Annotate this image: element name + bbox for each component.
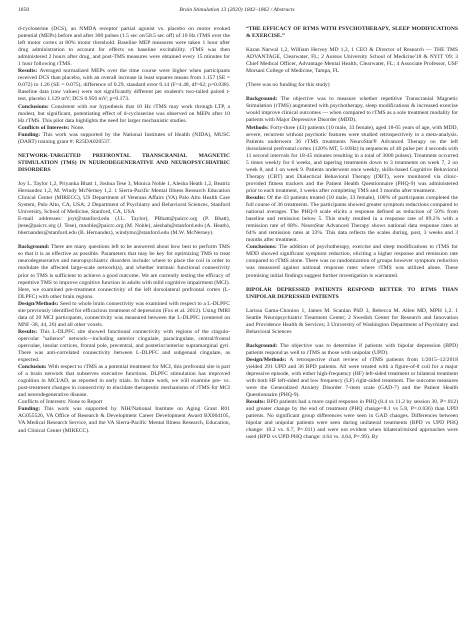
results-text: Averaged normalized MEPs over the time course were higher when participants received DCS than placebo, with an overall increase in least squares means from 1.157 (SE = 0.072) to 1.26 (SE = 0.075), difference of 0.29, standard error 0.14 (F=4.48, df=62; p=0.038). Baseline data (raw values) were not significantly different per student's two-tailed paired t-test, placebo 1.129 mV; DCS 0.956 mV; p=0.173. — [18, 68, 230, 103]
abstract-4-title: BIPOLAR DEPRESSED PATIENTS RESPOND BETTER TO RTMS THAN UNIPOLAR DEPRESSED PATIENTS — [246, 286, 458, 300]
conclusions-label: Conclusions: — [246, 244, 277, 251]
abstract-2-design — [18, 301, 230, 329]
abstract-1-continuation: d-cycloserine (DCS), an NMDA receptor partial agonist vs. placebo on motor evoked potential (MEPs) before and after 300 pulses (1.5 sec on/58.5 sec off) of 10 Hz rTMS over the left motor cortex at 80% motor threshold. Baseline MEP measures were taken 1 hour after drug administration to account for effects on baseline excitability. rTMS was then administered 2 hours after drug, and post-TMS measures were obtained every 15 minutes for 1 hour following rTMS. — [18, 26, 230, 68]
funding-label: Funding: — [18, 131, 41, 138]
results-text: BPD patients had a more rapid response in PHQ (8.4 vs 11.2 by session 30, P=.012) and greater change by the end of treatment (PHQ change=8.1 vs 5.8, P=.0.036) than UPD patients. No significant group differences were seen in GAD changes. Differences between bipolar and unipolar patients were seen during unilateral treatments (BPD vs UPD PHQ change: 10.2 vs. 6.7, P=.011) and were not evident when bilateral/mixed approaches were used (BPD vs UPD PHQ change: 4.64 vs. 4.64, P=.99). By — [246, 399, 458, 441]
abstract-4-design — [246, 357, 458, 399]
abstract-4-authors: Larissa Gama-Chonion 1, James M. Scanlan PhD 3, Rebecca M. Allen MD, MPH 1,2. 1 Seattle Neuropsychiatric Treatment Center; 2 Swedish Center for Research and Innovation and Providence Health & Services; 3 University of Washington Department of Psychiatry and Behavioral Sciences — [246, 307, 458, 335]
abstract-3-title: “THE EFFICACY OF RTMS WITH PSYCHOTHERAPY, SLEEP MODIFICATIONS & EXERCISE.” — [246, 26, 458, 40]
abstract-2-emails: E-mail addresses: joyt@stanford.edu (J.L. Taylor), PBhatt@paicrc.org (P. Bhatt), jtese@paicrc.org (J. Tese), mnoble@paicrc.org (M. Noble), aleshah@stanford.edu (A. Heath), bhernandez@stanford.edu (B. Hernandez), windymc@stanford.edu (M.W. McNerney). — [18, 216, 230, 237]
results-label: Results: — [246, 194, 266, 201]
funding-label: Funding: — [18, 406, 41, 413]
background-label: Background: — [246, 96, 278, 103]
abstract-2-background — [18, 244, 230, 300]
abstract-2-conclusion — [18, 364, 230, 399]
conflicts-text: None. — [69, 124, 85, 131]
abstract-2-title: NETWORK-TARGETED PREFRONTAL TRANSCRANIAL MAGNETIC STIMULATION (TMS) IN NEURODEGENERATIVE AND NEUROPSYCHIATRIC DISORDERS — [18, 152, 230, 173]
conclusions-label: Conclusions: — [18, 103, 49, 110]
abstract-1-conclusions — [18, 104, 230, 125]
results-label: Results: — [18, 68, 38, 75]
background-label: Background: — [18, 244, 50, 251]
conclusion-text: With respect to rTMS as a potential treatment for MCI, this prefrontal site is part of a brain network that subserves executive functions. DLPFC stimulation has improved cognition in MCI/AD, as reported in early trials. In future work, we will examine pre- vs. post-treatment changes in connectivity to elucidate therapeutic mechanisms of rTMS for MCI and neurodegenerative disease. — [18, 364, 230, 399]
funding-text: This work was supported by NIH/National Institute on Aging Grant R01 AG055526, VA Office of Research & Development Career Development Award BX004105, VA Medical Research Service, and the VA Sierra-Pacific Mental Illness Research, Education, and Clinical Center (MIRECC). — [18, 406, 230, 434]
methods-text: Forty-three (43) patients (10 male, 33 female), aged 18-65 years of age, with MDD, severe, recurrent without psychotic features were studied retrospectively in a meta-analysis. Patients underwent 36 rTMS treatments NeuroStar® Advanced Therapy on the left dorsolateral prefrontal cortex (120% MT, 5-10Hz) in sequences of 40 pulse per 4 seconds with 11 second intervals for 18-45 minutes resulting in a total of 3000 pulses). Treatment occurred 5 times weekly for 6 weeks, and tapering treatments down to 3 treatments on week 7, 2 on week 8, and 1 on week 9. Patients underwent once weekly, skills-based Cognitive Behavioral Therapy (CBT) and Dialectical Behavioral Therapy (DBT), were monitored via clinic-provided fitness trackers and the Patient Health Questionnaire (PHQ-9) was administered prior to each treatment, 3 weeks after completing TMS and 3 months after treatment. — [246, 124, 458, 194]
abstract-1-results — [18, 68, 230, 103]
background-text: The objective was to determine if patients with bipolar depression (BPD) patients respond as well to rTMS as those with unipolar (UPD). — [246, 342, 458, 356]
abstract-1-funding — [18, 132, 230, 146]
background-text: There are many questions left to be answered about how best to perform TMS so that it is as effective as possible. Parameters that may be key for optimizing TMS to treat neurodegenerative and neuropsychiatric disorders include: where to place the coil in order to modulate the affected large-scale network(s), and whether intrinsic functional connectivity prior to TMS is sufficient to achieve a good outcome. We are currently testing the efficacy of repetitive TMS to improve cognitive function in adults with mild cognitive impairment (MCI). Here, we examined pre-treatment connectivity of the left dorsolateral prefrontal cortex (L-DLPFC) with other brain regions. — [18, 244, 230, 300]
abstract-3-methods — [246, 125, 458, 195]
methods-label: Methods: — [246, 124, 269, 131]
abstract-3-background — [246, 96, 458, 124]
abstract-1-conflicts — [18, 125, 230, 132]
abstract-3-authors: Karan Narwal 1,2, William Hervey MD 1,2, 1 CEO & Director of Research — THE TMS ADVANTAGE, Clearwater, FL; 2 Aureus University School of Medicine'18 & NYIT '09; 3 Chief Medical Officer, Advantage Mental Health, Clearwater, FL; 4 Associate Professor, USF Morsani College of Medicine, Tampa, FL — [246, 47, 458, 75]
design-text: A retrospective chart review of rTMS patients from 1/2015–12/2018 yielded 291 UPD and 36 BPD patients. All were treated with a figure-of-8 coil for a major depressive episode, with either high-frequency (HF) left-sided treatment or bilateral treatment with both HF left-sided and low frequency (LF) right-sided treatment. The outcome measures were the Generalized Anxiety Disorder 7-item scale (GAD-7) and the Patient Health Questionnaire (PHQ-9). — [246, 356, 458, 399]
design-label: Design/Methods: — [246, 356, 287, 363]
running-header — [18, 7, 456, 17]
funding-text: This work was supported by the National Institutes of Health (NIDA), MUSC (DART) training grant #: R25DA020537. — [18, 131, 230, 145]
background-text: The objective was to measure whether repetitive Transcranial Magnetic Stimulation (rTMS) augmented with psychotherapy, sleep modifications & increased exercise would improve clinical outcomes — when compared to rTMS as a sole treatment modality for patients with Major Depressive Disorder (MDD). — [246, 96, 458, 124]
design-label: Design/Methods: — [18, 300, 59, 307]
abstract-3-funding-note: (There was no funding for this study) — [246, 82, 330, 89]
results-label: Results: — [18, 328, 38, 335]
journal-citation: Brain Stimulation 13 (2020) 1842–1862 / Abstracts — [179, 7, 295, 13]
abstract-2-authors: Joy L. Taylor 1,2, Priyanka Bhatt 1, Joshua Tese 3, Monica Noble 1, Alesha Heath 1,2, Beatriz Hernandez 1,2, M. Windy McNerney 1,2. 1 Sierra-Pacific Mental Illness Research Education Clinical Center (MIRECC), US Department of Veterans Affairs (VA) Palo Alto Health Care System, Palo Alto, CA, USA; 2 Department of Psychiatry and Behavioral Sciences, Stanford University, School of Medicine, Stanford, CA, USA — [18, 180, 230, 216]
results-text: This L-DLPFC site showed functional connectivity with regions of the cingulo-opercular "salience" network—including anterior cingulate, paracingulate, central/frontal operculae, insular cortices, frontal pole, precentral, and posterior/anterior supramarginal gyri. There was anti-correlated connectivity between L-DLPFC and subgenual cingulate, as expected. — [18, 328, 230, 364]
left-column — [18, 26, 230, 435]
conclusions-text: Consistent with our hypothesis that 10 Hz rTMS may work through LTP, a modest, but significant, potentiating effect of d-cycloserine was observed on MEPs after 10 Hz rTMS. This pilot data highlights the need for larger mechanistic studies. — [18, 103, 230, 124]
abstract-2-results — [18, 329, 230, 364]
conclusions-text: The addition of psychotherapy, exercise and sleep modifications to rTMS for MDD showed significant symptom reduction, eliciting a higher response and remission rate compared to rTMS alone. There was no randomization of groups however symptom reduction was measured against national response rates where rTMS was utilized alone. These promising initial findings suggest further investigation is warranted. — [246, 244, 458, 279]
background-label: Background: — [246, 342, 278, 349]
abstract-4-results — [246, 399, 458, 441]
abstract-3-results — [246, 195, 458, 244]
conflicts-label: Conflicts of Interests: — [18, 124, 70, 131]
abstract-3-conclusions — [246, 244, 458, 279]
right-column — [246, 26, 458, 441]
results-label: Results: — [246, 399, 266, 406]
design-text: Seed to whole brain connectivity was examined with respect to a L-DLPFC site previously identified for efficacious treatment of depression (Fox et al. 2012). Using fMRI data of 20 MCI participants, connectivity was measured between the L-DLPFC (centered on MNI -38, 44, 26) and all other voxels. — [18, 300, 230, 328]
results-text: Of the 43 patients treated (10 male, 33 female), 100% of participants completed the full course of 36 treatments. The participants showed greater symptom reductions compared to national averages. The PHQ-9 scale elicits a response defined as reduction of 50% from baseline and remission below 5. This study resulted in a response rate of 89.2% with a remission rate of 68%. NeuroStar Advanced Therapy shows national data response rates at 64% and remission rates at 33%. This data reflects the scales during, post, 3 weeks and 3 months after treatment. — [246, 194, 458, 244]
page-number: 1850 — [18, 7, 30, 13]
abstract-2-funding — [18, 406, 230, 434]
abstract-2-conflicts: Conflicts of Interests: None to Report — [18, 399, 103, 406]
conclusion-label: Conclusion: — [18, 364, 47, 371]
abstract-4-background — [246, 343, 458, 357]
